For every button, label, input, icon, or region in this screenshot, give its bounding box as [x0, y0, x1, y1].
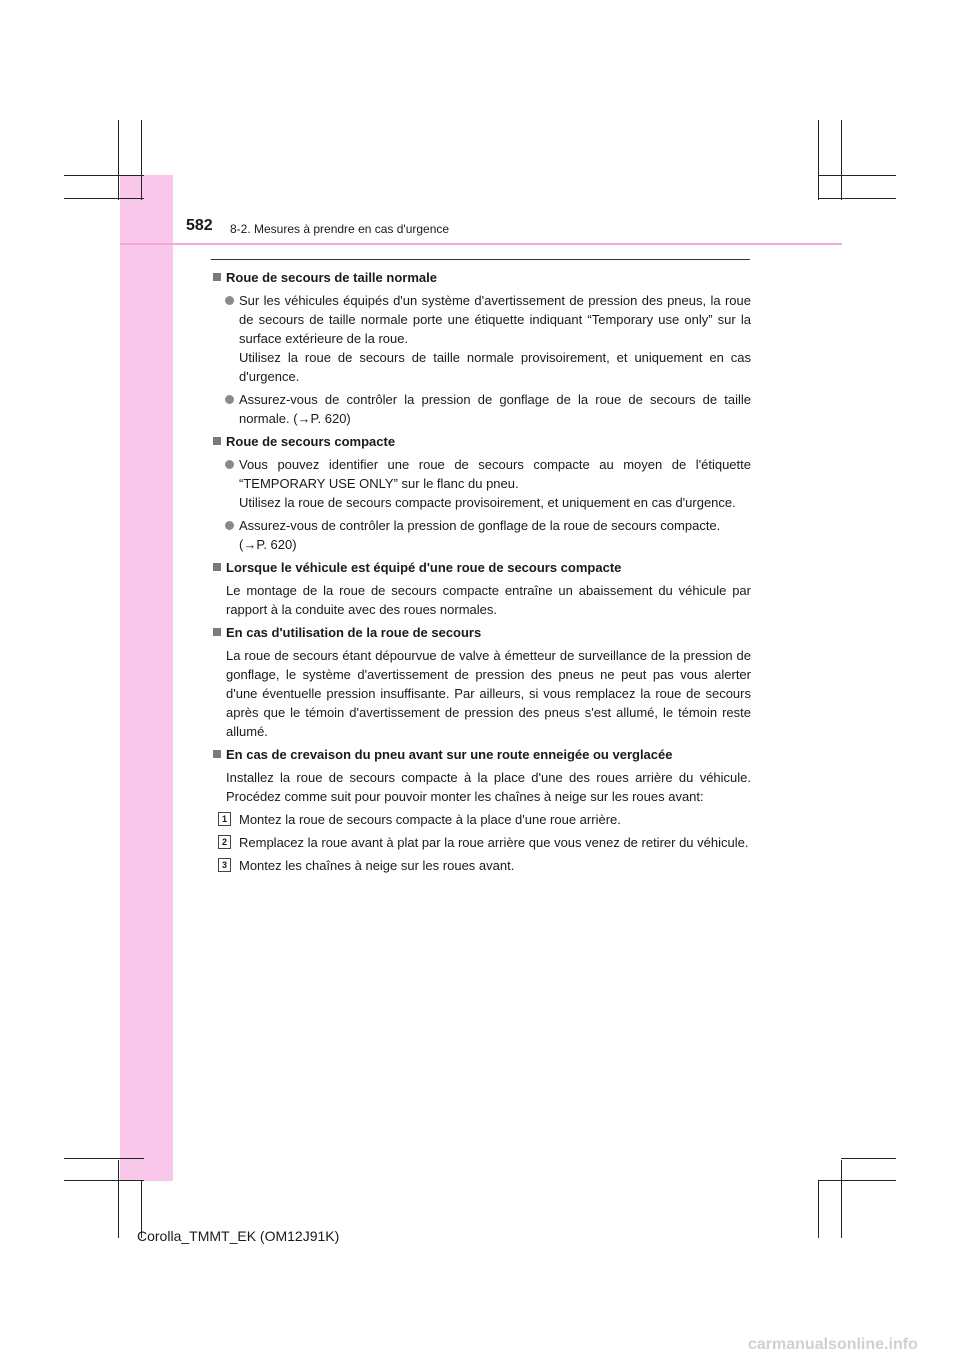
page-content: [211, 268, 751, 879]
crop-mark: [118, 1160, 119, 1238]
footer-doc-id: Corolla_TMMT_EK (OM12J91K): [137, 1228, 340, 1244]
section-heading: En cas de crevaison du pneu avant sur une route enneigée ou verglacée: [211, 745, 751, 764]
page-number: 582: [186, 217, 213, 234]
square-bullet-icon: [213, 437, 221, 445]
square-bullet-icon: [213, 273, 221, 281]
crop-mark: [841, 1158, 896, 1159]
bullet-item: Sur les véhicules équipés d'un système d'avertissement de pression des pneus, la roue de secours de taille normale porte une étiquette indiquant “Temporary use only” sur la surface extérieure de la roue. Utilisez la roue de secours de taille normale provisoirement, et uniquement en cas d'urgence.: [211, 291, 751, 386]
crop-mark: [64, 1158, 144, 1159]
section-heading: Roue de secours compacte: [211, 432, 751, 451]
crop-mark: [64, 1180, 144, 1181]
watermark: carmanualsonline.info: [748, 1336, 918, 1353]
section-heading: Lorsque le véhicule est équipé d'une roue de secours compacte: [211, 558, 751, 577]
crop-mark: [841, 1160, 842, 1238]
section-paragraph: Le montage de la roue de secours compacte entraîne un abaissement du véhicule par rapport à la conduite avec des roues normales.: [226, 583, 751, 617]
step-item: 3 Montez les chaînes à neige sur les roues avant.: [211, 856, 751, 875]
crop-mark: [818, 1180, 819, 1238]
step-number: 1: [218, 812, 231, 826]
crop-mark: [818, 175, 896, 176]
section-heading: En cas d'utilisation de la roue de secours: [211, 623, 751, 642]
crop-mark: [141, 120, 142, 200]
content-top-rule: [211, 259, 750, 260]
chapter-sidebar: [120, 175, 173, 1181]
crop-mark: [118, 120, 119, 200]
square-bullet-icon: [213, 563, 221, 571]
circle-bullet-icon: [225, 521, 234, 530]
crop-mark: [64, 198, 144, 199]
circle-bullet-icon: [225, 395, 234, 404]
bullet-item: Assurez-vous de contrôler la pression de gonflage de la roue de secours compacte. (→P. 620): [211, 516, 751, 554]
bullet-item: Vous pouvez identifier une roue de secours compacte au moyen de l'étiquette “TEMPORARY USE ONLY” sur le flanc du pneu. Utilisez la roue de secours compacte provisoirement, et uniquement en cas d'urgence.: [211, 455, 751, 512]
step-item: 2 Remplacez la roue avant à plat par la roue arrière que vous venez de retirer du véhicule.: [211, 833, 751, 852]
square-bullet-icon: [213, 628, 221, 636]
crop-mark: [818, 120, 819, 200]
step-number: 3: [218, 858, 231, 872]
step-number: 2: [218, 835, 231, 849]
crop-mark: [841, 120, 842, 200]
circle-bullet-icon: [225, 460, 234, 469]
section-paragraph: La roue de secours étant dépourvue de valve à émetteur de surveillance de la pression de gonflage, le système d'avertissement de pression des pneus ne peut pas vous alerter d'une éventuelle pression insuffisante. Par ailleurs, si vous remplacez la roue de secours après que le témoin d'avertissement de pression des pneus s'est allumé, le témoin reste allumé.: [226, 648, 751, 739]
crop-mark: [818, 1180, 896, 1181]
crop-mark: [818, 198, 896, 199]
bullet-item: Assurez-vous de contrôler la pression de gonflage de la roue de secours de taille normale. (→P. 620): [211, 390, 751, 428]
step-item: 1 Montez la roue de secours compacte à la place d'une roue arrière.: [211, 810, 751, 829]
crop-mark: [64, 175, 144, 176]
section-paragraph: Installez la roue de secours compacte à la place d'une des roues arrière du véhicule. Procédez comme suit pour pouvoir monter les chaînes à neige sur les roues avant:: [226, 770, 751, 804]
square-bullet-icon: [213, 750, 221, 758]
circle-bullet-icon: [225, 296, 234, 305]
header-rule: [120, 243, 842, 245]
chapter-title: 8-2. Mesures à prendre en cas d'urgence: [230, 222, 450, 236]
section-heading: Roue de secours de taille normale: [211, 268, 751, 287]
